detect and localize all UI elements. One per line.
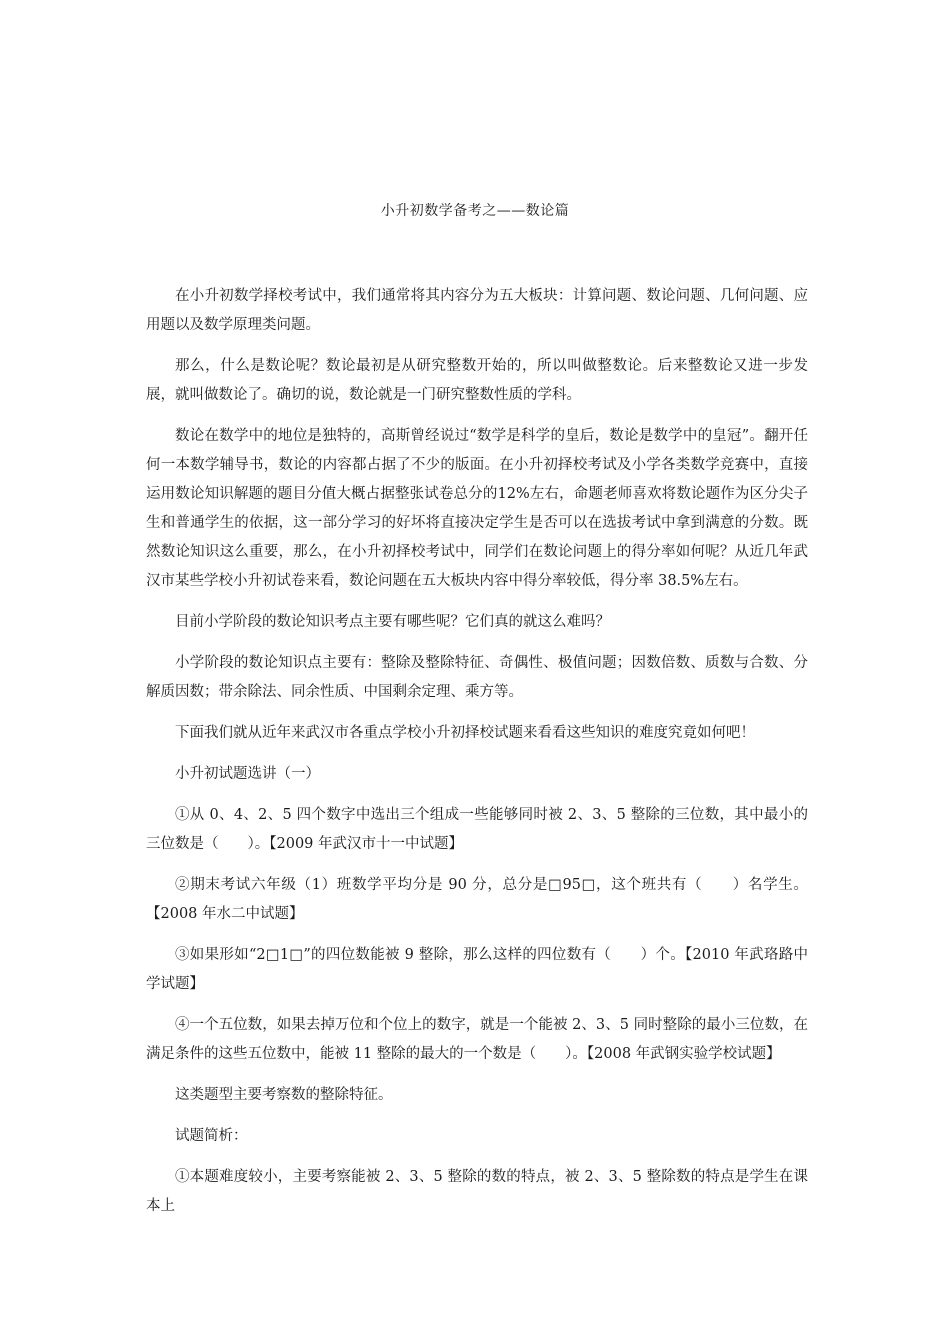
question-3: ③如果形如“2□1□”的四位数能被 9 整除，那么这样的四位数有（ ）个。【2010 年武珞路中学试题】 bbox=[146, 947, 808, 992]
paragraph-importance: 数论在数学中的地位是独特的，高斯曾经说过“数学是科学的皇后，数论是数学中的皇冠”。翻开任何一本数学辅导书，数论的内容都占据了不少的版面。在小升初择校考试及小学各类数学竞赛中，直接运用数论知识解题的题目分值大概占据整张试卷总分的12%左右，命题老师喜欢将数论题作为区分尖子生和普通学生的依据，这一部分学习的好坏将直接决定学生是否可以在选拔考试中拿到满意的分数。既然数论知识这么重要，那么，在小升初择校考试中，同学们在数论问题上的得分率如何呢？从近几年武汉市某些学校小升初试卷来看，数论问题在五大板块内容中得分率较低，得分率 38.5%左右。 bbox=[146, 428, 808, 589]
page-title: 小升初数学备考之——数论篇 bbox=[380, 203, 570, 219]
paragraph-definition: 那么，什么是数论呢？数论最初是从研究整数开始的，所以叫做整数论。后来整数论又进一步发展，就叫做数论了。确切的说，数论就是一门研究整数性质的学科。 bbox=[146, 358, 808, 403]
paragraph-summary: 这类题型主要考察数的整除特征。 bbox=[175, 1087, 393, 1103]
question-4: ④一个五位数，如果去掉万位和个位上的数字，就是一个能被 2、3、5 同时整除的最小三位数，在满足条件的这些五位数中，能被 11 整除的最大的一个数是（ ）。【2008 年武钢实验学校试题】 bbox=[146, 1017, 808, 1062]
question-1: ①从 0、4、2、5 四个数字中选出三个组成一些能够同时被 2、3、5 整除的三位数，其中最小的三位数是（ ）。【2009 年武汉市十一中试题】 bbox=[146, 807, 808, 852]
document-body bbox=[146, 282, 808, 1221]
paragraph-question: 目前小学阶段的数论知识考点主要有哪些呢？它们真的就这么难吗？ bbox=[175, 614, 610, 630]
paragraph-transition: 下面我们就从近年来武汉市各重点学校小升初择校试题来看看这些知识的难度究竟如何吧！ bbox=[175, 725, 755, 741]
paragraph-knowledge-points: 小学阶段的数论知识点主要有：整除及整除特征、奇偶性、极值问题；因数倍数、质数与合数、分解质因数；带余除法、同余性质、中国剩余定理、乘方等。 bbox=[146, 655, 808, 700]
analysis-1: ①本题难度较小，主要考察能被 2、3、5 整除的数的特点，被 2、3、5 整除数的特点是学生在课本上 bbox=[146, 1169, 808, 1214]
section-heading: 小升初试题选讲（一） bbox=[175, 766, 320, 782]
question-2: ②期末考试六年级（1）班数学平均分是 90 分，总分是□95□，这个班共有（ ）名学生。【2008 年水二中试题】 bbox=[146, 877, 808, 922]
paragraph-intro: 在小升初数学择校考试中，我们通常将其内容分为五大板块：计算问题、数论问题、几何问题、应用题以及数学原理类问题。 bbox=[146, 288, 808, 333]
analysis-heading: 试题简析： bbox=[175, 1128, 248, 1144]
